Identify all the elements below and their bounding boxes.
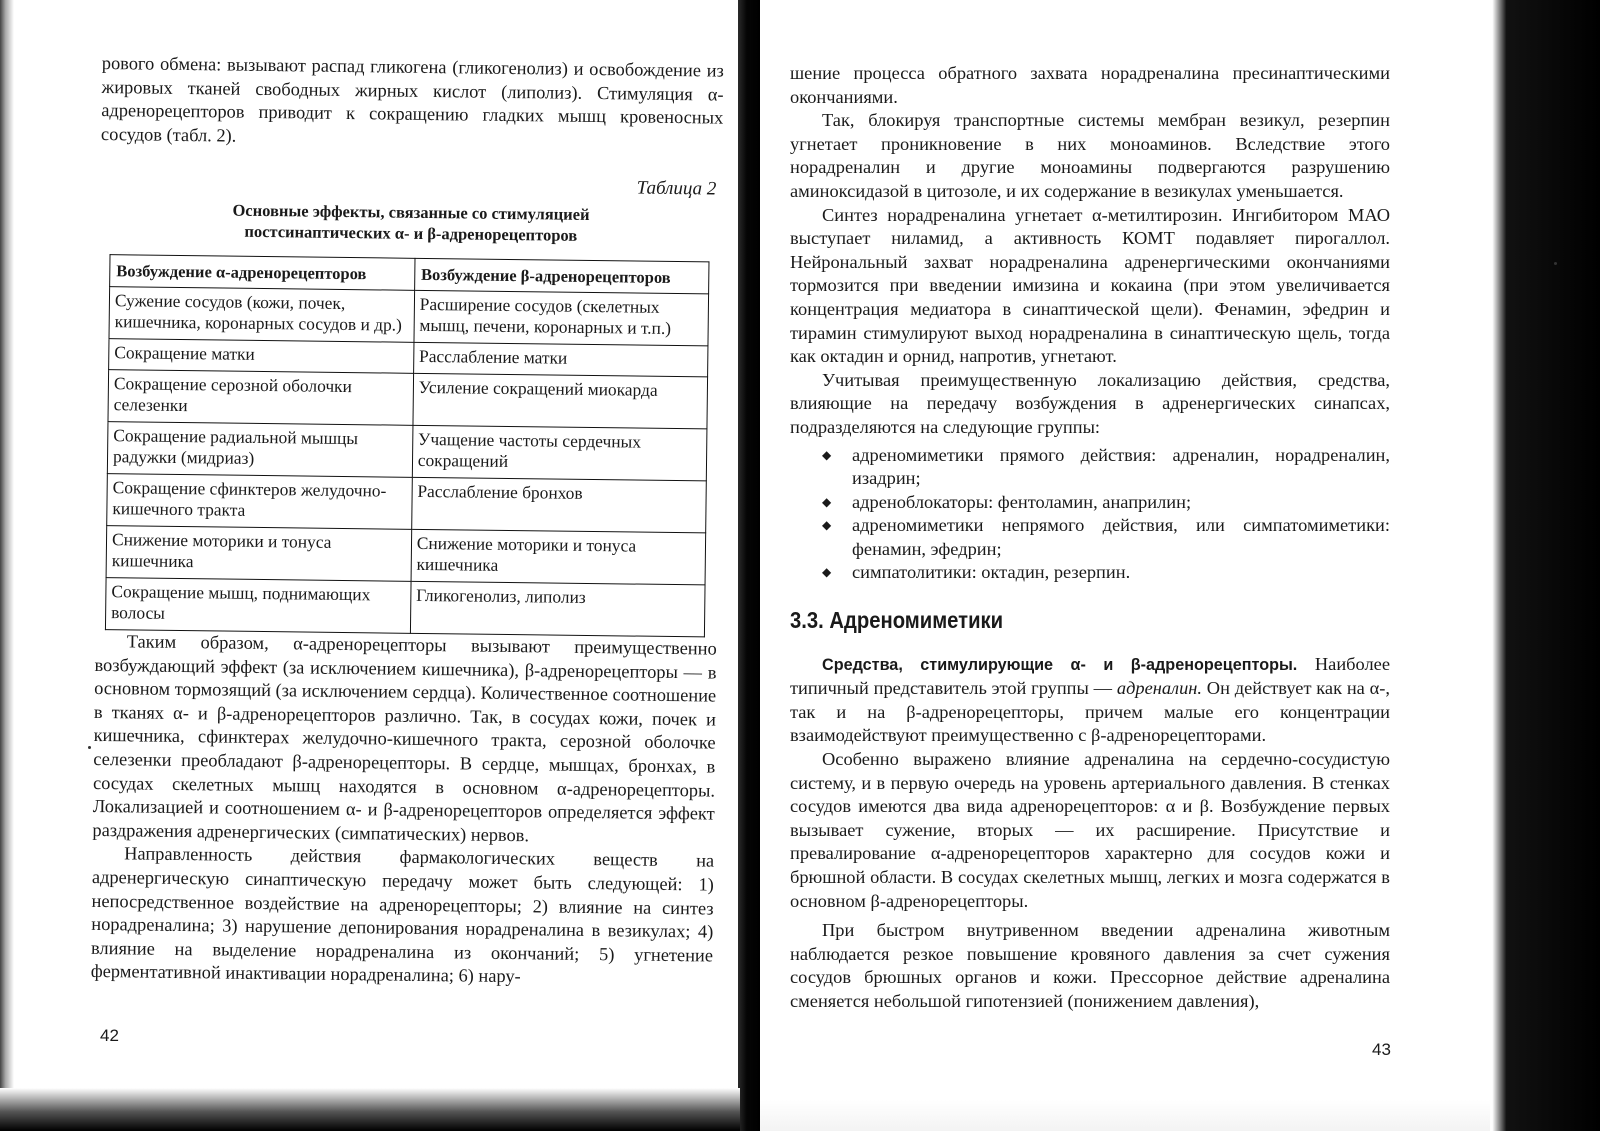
table-cell-beta: Снижение моторики и тонуса кишечника [411,529,706,585]
list-item-text: адреноблокаторы: фентоламин, анаприлин; [852,491,1192,512]
page-number-left: 42 [100,1026,119,1045]
left-intro-paragraph: рового обмена: вызывают распад гликогена (гликогенолиз) и освобождение из жировых тканей свободных жирных кислот (липолиз). Стимуляция α-адренорецепторов приводит к сокращению гладких мышц кровеносных сосудов (табл. 2). [100,52,724,146]
right-paragraph-7: При быстром внутривенном введении адреналина животным наблюдается резкое повышение кровяного давления за счет сужения сосудов брюшных органов и кожи. Прессорное действие адреналина сменяется небольшой гипотензией (понижением давления), [790,920,1390,1011]
table-title [100,198,722,248]
right-paragraph-4: Учитывая преимущественную локализацию действия, средства, влияющие на передачу возбуждения в адренергических синапсах, подразделяются на следующие группы: [790,369,1390,437]
left-paragraph-2: Таким образом, α-адренорецепторы вызывают преимущественно возбуждающий эффект (за исключением кишечника), β-адренорецепторы — в основном тормозящий (за исключением сердца). Количественное соотношение в тканях α- и β-адренорецепторов различно. Так, в сосудах кожи, почек и кишечника, сфинктерах желудочно-кишечного тракта, серозной оболочке селезенки преобладают β-адренорецепторы. В сердце, мышцах, бронхах, в сосудах скелетных мышц находятся в основном α-адренорецепторы. Локализацией и соотношением α- и β-адренорецепторов определяется эффект раздражения адренергических (симпатических) нервов. [92,631,717,845]
left-page-bottom-shadow [0,1088,740,1131]
table-row [107,474,707,533]
left-page [91,52,724,991]
table-cell-alpha: Сокращение сфинктеров желудочно-кишечного тракта [107,474,412,530]
table-caption: Таблица 2 [636,177,717,200]
right-paragraph-6: Особенно выражено влияние адреналина на сердечно-сосудистую систему, и в первую очередь на уровень артериального давления. В стенках сосудов имеются два вида адренорецепторов: α и β. Возбуждение первых вызывает сужение, вторых — их расширение. Присутствие и превалирование α-адренорецепторов характерно для сосудов кожи и брюшной области. В сосудах скелетных мышц, легких и мозга содержатся в основном β-адренорецепторы. [790,749,1390,911]
list-item-text: симпатолитики: октадин, резерпин. [852,562,1131,583]
book-gutter [738,0,760,1131]
table-cell-alpha: Сокращение матки [109,339,414,374]
paragraph-5-text-part-2: Он действует как на α-, так и на β-адренорецепторы, причем малые его концентрации взаимодействуют преимущественно с β-адренорецепторами. [790,678,1390,746]
table-cell-beta: Расслабление матки [413,342,708,377]
table-cell-alpha: Снижение моторики и тонуса кишечника [106,526,411,582]
list-item [790,514,1390,561]
right-paragraph-3: Синтез норадреналина угнетает α-метилтирозин. Ингибитором МАО выступает ниламид, а активность КОМТ подавляет пирогаллол. Нейрональный захват норадреналина адренергическими окончаниями тормозится при введении имизина и кокаина (при этом увеличивается концентрация медиатора в синаптической щели). Фенамин, эфедрин и тирамин стимулируют выход норадреналина в синаптическую щель, тогда как октадин и орнид, напротив, угнетают. [790,204,1390,367]
right-page-bottom-margin [760,1100,1490,1131]
left-paragraph-3: Направленность действия фармакологических веществ на адренергическую синаптическую передачу может быть следующей: 1) непосредственное воздействие на адренорецепторы; 2) влияние на синтез норадреналина; 3) нарушение депонирования норадреналина в везикулах; 4) влияние на выделение норадреналина из окончаний; 5) угнетение ферментативной инактивации норадреналина; 6) нару- [90,843,715,987]
diamond-bullet-icon: ◆ [822,494,832,509]
table-cell-alpha: Сокращение мышц, поднимающих волосы [105,578,410,634]
page-number-right: 43 [1372,1040,1391,1059]
paragraph-5-text-part-1: Наиболее типичный представитель этой группы — [790,653,1390,699]
section-heading: 3.3. Адреномиметики [790,607,1004,634]
left-page-edge-shadow [0,0,14,1131]
right-page-edge-shadow [1483,0,1600,1131]
table-cell-alpha: Сокращение радиальной мышцы радужки (мидриаз) [107,422,412,478]
table-title-line-2: постсинаптических α- и β-адренорецепторов [244,221,578,245]
list-item [790,561,1390,585]
table-header-alpha: Возбуждение α-адренорецепторов [110,255,415,291]
list-item-text: адреномиметики непрямого действия, или симпатомиметики: фенамин, эфедрин; [852,515,1390,559]
table-title-line-1: Основные эффекты, связанные со стимуляцией [232,200,590,224]
table-cell-beta: Усиление сокращений миокарда [413,373,708,429]
table-row [107,422,707,481]
table-cell-beta: Гликогенолиз, липолиз [410,581,705,637]
table-row [109,287,709,346]
paragraph-5-emphasis: адреналин. [1116,678,1202,699]
table-row [106,526,706,585]
diamond-bullet-icon: ◆ [822,565,832,580]
right-paragraph-2: Так, блокируя транспортные системы мембран везикул, резерпин угнетает проникновение в них моноаминов. Вследствие этого норадреналин и другие моноамины подвергаются разрушению аминоксидазой в цитозоле, и их содержание в везикулах уменьшается. [790,110,1390,201]
drug-groups-list [790,444,1390,586]
table-cell-alpha: Сужение сосудов (кожи, почек, кишечника, коронарных сосудов и др.) [109,287,414,343]
right-paragraph-5 [790,653,1390,748]
list-item-text: адреномиметики прямого действия: адреналин, норадреналин, изадрин; [852,444,1390,489]
scan-speck [88,746,91,749]
diamond-bullet-icon: ◆ [822,447,832,462]
list-item [790,444,1390,491]
table-header-beta: Возбуждение β-адренорецепторов [414,258,709,294]
table-cell-beta: Учащение частоты сердечных сокращений [412,425,707,481]
right-page [790,62,1390,1014]
table-cell-alpha: Сокращение серозной оболочки селезенки [108,370,413,426]
scan-speck [1554,262,1557,265]
right-paragraph-1: шение процесса обратного захвата норадреналина пресинаптическими окончаниями. [790,63,1390,107]
table-cell-beta: Расширение сосудов (скелетных мышц, печени, коронарных и т.п.) [414,290,709,346]
list-item [790,491,1390,515]
adrenoreceptor-effects-table [105,254,710,637]
paragraph-lead-bold: Средства, стимулирующие α- и β-адренорецепторы. [822,655,1298,674]
table-row [108,370,708,429]
table-row [105,578,705,637]
diamond-bullet-icon: ◆ [822,518,832,533]
table-cell-beta: Расслабление бронхов [411,477,706,533]
